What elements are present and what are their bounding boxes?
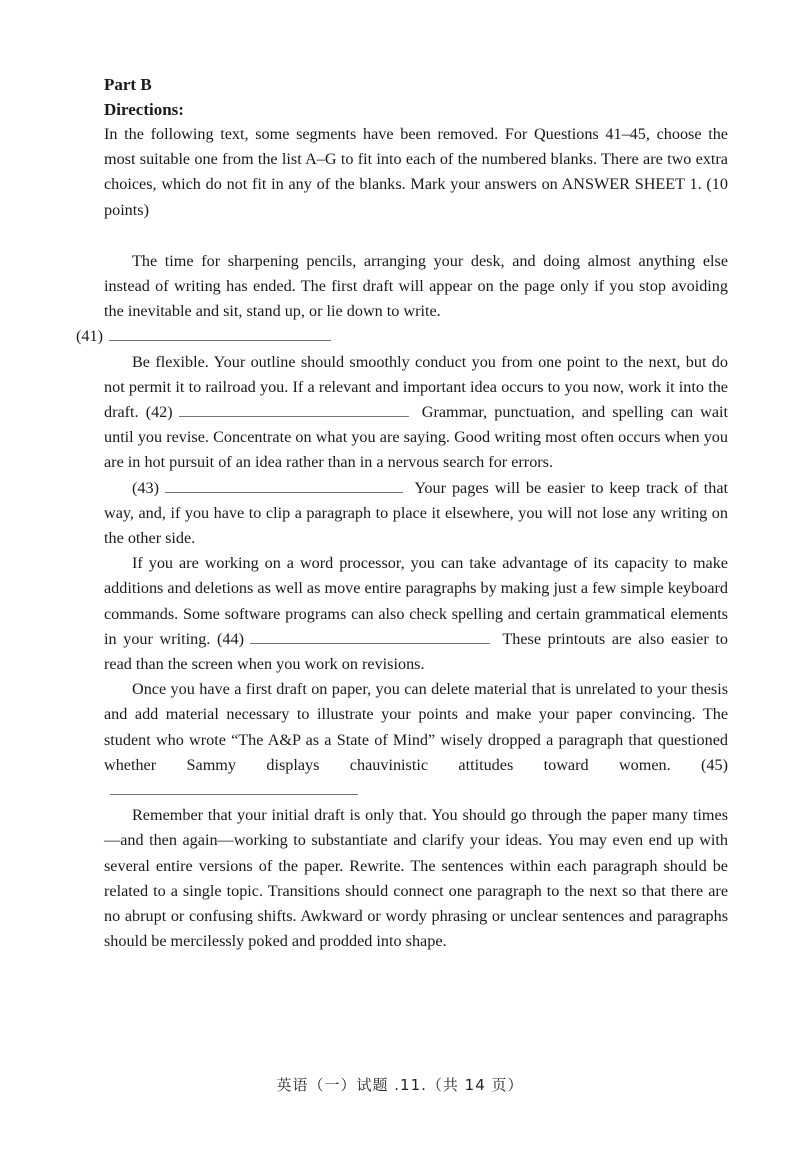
question-41-label: (41) [76,327,103,346]
paragraph-4 [104,551,728,677]
paragraph-2a-text: Be flexible. Your outline should smoothly conduct you from one point to the next, but do not permit it to railroad you. If a relevant and important idea occurs to you now, work it into the draft. [104,352,728,422]
answer-blank-45[interactable] [110,778,358,795]
question-42-label: (42) [145,403,173,422]
part-title: Part B [104,75,152,94]
exam-page [76,72,729,955]
question-43-label: (43) [132,478,159,497]
paragraph-5 [104,677,728,803]
paragraph-1 [76,249,728,350]
question-45-label: (45) [701,755,729,774]
paragraph-5-text: Once you have a first draft on paper, you can delete material that is unrelated to your thesis and add material necessary to illustrate your points and make your paper convincing. The student who wrote “The A&P as a State of Mind” wisely dropped a paragraph that questioned whether Sammy displays chauvinistic attitudes toward women. [104,680,728,774]
answer-blank-43[interactable] [165,476,403,493]
paragraph-6-text: Remember that your initial draft is only that. You should go through the paper many times—and then again—working to substantiate and clarify your ideas. You may even end up with several entire versions of the paper. Rewrite. The sentences within each paragraph should be related to a single topic. Transitions should connect one paragraph to the next so that there are no abrupt or confusing shifts. Awkward or wordy phrasing or unclear sentences and paragraphs should be mercilessly poked and prodded into shape. [104,806,728,951]
paragraph-2b-text: Grammar, punctuation, and spelling can wait until you revise. Concentrate on what you are saying. Good writing most often occurs when you are in hot pursuit of an idea rather than in a nervous search for errors. [104,403,729,472]
question-44-label: (44) [217,629,244,648]
paragraph-4b-text: These printouts are also easier to read than the screen when you work on revisions. [104,629,728,674]
directions-title: Directions: [104,100,184,119]
paragraph-3 [104,476,728,552]
paragraph-4a-text: If you are working on a word processor, you can take advantage of its capacity to make additions and deletions as well as move entire paragraphs by making just a few simple keyboard commands. Some software programs can also check spelling and certain grammatical elements in your writing. [104,554,728,648]
answer-blank-41[interactable] [109,324,331,341]
answer-blank-42[interactable] [179,400,409,417]
paragraph-6 [104,803,728,954]
page-footer: 英语（一）试题 .11.（共 14 页） [276,1076,524,1094]
paragraph-3-text: Your pages will be easier to keep track of that way, and, if you have to clip a paragraph to place it elsewhere, you will not lose any writing on the other side. [104,478,728,548]
answer-blank-44[interactable] [250,627,490,644]
paragraph-1-text: The time for sharpening pencils, arranging your desk, and doing almost anything else instead of writing has ended. The first draft will appear on the page only if you stop avoiding the inevitable and sit, stand up, or lie down to write. [104,251,728,321]
paragraph-2 [104,350,728,476]
directions-text: In the following text, some segments have been removed. For Questions 41–45, choose the most suitable one from the list A–G to fit into each of the numbered blanks. There are two extra choices, which do not fit in any of the blanks. Mark your answers on ANSWER SHEET 1. (10 points) [104,125,728,219]
